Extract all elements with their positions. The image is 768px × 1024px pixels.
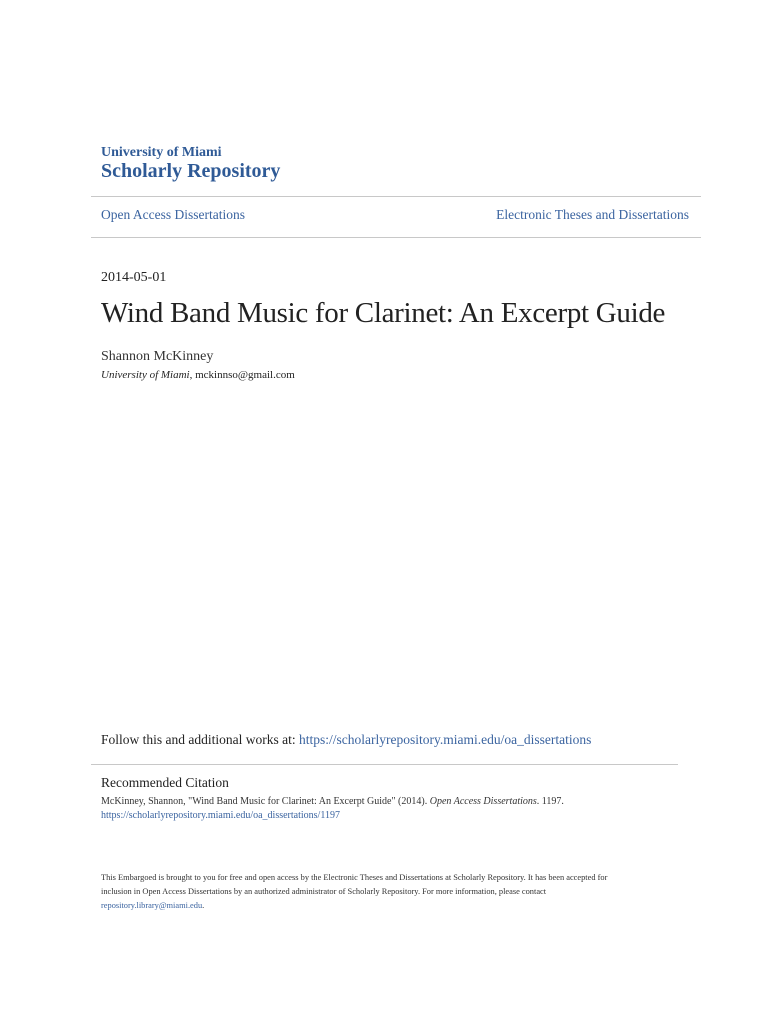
citation-heading: Recommended Citation — [101, 775, 229, 790]
divider-collections — [91, 237, 701, 238]
collection-link-etd[interactable]: Electronic Theses and Dissertations — [496, 207, 689, 222]
publication-date: 2014-05-01 — [101, 270, 167, 285]
divider-top — [91, 196, 701, 197]
follow-url-link[interactable]: https://scholarlyrepository.miami.edu/oa_dissertations — [299, 732, 592, 747]
affiliation-institution: University of Miami — [101, 369, 190, 381]
repository-name[interactable]: Scholarly Repository — [101, 160, 281, 182]
citation-main: McKinney, Shannon, "Wind Band Music for Clarinet: An Excerpt Guide" (2014). — [101, 796, 430, 807]
follow-prefix: Follow this and additional works at: — [101, 732, 299, 747]
notice-line-3 — [101, 899, 681, 913]
notice-period: . — [202, 901, 205, 910]
citation-text — [101, 796, 564, 807]
citation-series: Open Access Dissertations — [429, 796, 537, 807]
contact-email-link[interactable]: repository.library@miami.edu — [101, 901, 203, 910]
collection-link-oa-dissertations[interactable]: Open Access Dissertations — [101, 207, 245, 222]
affiliation-email: , mckinnso@gmail.com — [189, 369, 295, 381]
document-title: Wind Band Music for Clarinet: An Excerpt Guide — [101, 297, 666, 329]
citation-url-link[interactable]: https://scholarlyrepository.miami.edu/oa_dissertations/1197 — [101, 810, 340, 821]
citation-number: . 1197. — [536, 796, 564, 807]
notice-line-2: inclusion in Open Access Dissertations by an authorized administrator of Scholarly Repository. For more information, please contact — [101, 887, 547, 896]
follow-line — [101, 732, 591, 748]
author-affiliation — [101, 369, 295, 381]
author-name: Shannon McKinney — [101, 349, 214, 364]
divider-citation — [91, 764, 678, 765]
institution-name: University of Miami — [101, 145, 222, 160]
notice-line-1: This Embargoed is brought to you for free and open access by the Electronic Theses and Dissertations at Scholarly Repository. It has been accepted for — [101, 873, 608, 882]
access-notice — [101, 871, 681, 913]
